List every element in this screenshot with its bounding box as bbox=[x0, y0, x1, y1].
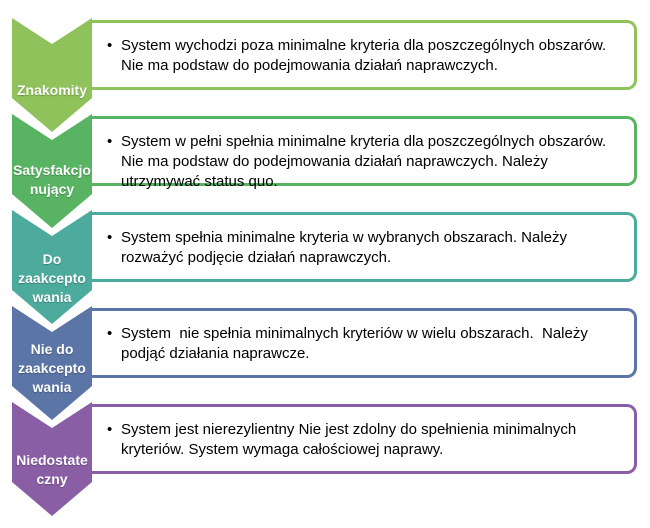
chevron-label-line: nujący bbox=[29, 181, 75, 197]
chevron-label bbox=[12, 250, 92, 307]
chevron-shape bbox=[12, 18, 92, 136]
bullet-icon: • bbox=[107, 37, 113, 54]
level-description-text: System wychodzi poza minimalne kryteria dla poszczególnych obszarów. Nie ma podstaw do podejmowania działań naprawczych. bbox=[121, 37, 607, 74]
chevron-label-line: Satysfakcjo bbox=[13, 162, 91, 178]
level-description bbox=[107, 132, 624, 192]
chevron-label-line: zaakcepto bbox=[18, 269, 86, 286]
level-description-text: System jest nierezylientny Nie jest zdolny do spełnienia minimalnych kryteriów. System wymaga całościowej naprawy. bbox=[121, 421, 577, 458]
chevron-label-line: wania bbox=[32, 378, 72, 395]
level-description bbox=[107, 36, 624, 76]
level-description-box bbox=[91, 20, 637, 90]
chevron-label-line: Niedostate bbox=[16, 452, 88, 468]
level-description bbox=[107, 420, 624, 460]
chevron-label-line: Nie do bbox=[30, 340, 74, 357]
chevron-label-line: zaakcepto bbox=[18, 359, 86, 376]
chevron-label-line: czny bbox=[36, 471, 68, 487]
chevron-label-line: Znakomity bbox=[16, 81, 87, 98]
chevron-label-line: wania bbox=[32, 288, 72, 305]
bullet-icon: • bbox=[107, 421, 113, 438]
chevron-label bbox=[12, 161, 92, 199]
chevron-label bbox=[12, 340, 92, 397]
bullet-icon: • bbox=[107, 229, 113, 246]
chevron-label bbox=[12, 451, 92, 489]
chevron-label-line: Do bbox=[42, 250, 62, 267]
chevron-label bbox=[12, 81, 92, 100]
level-description bbox=[107, 324, 624, 364]
level-description-text: System spełnia minimalne kryteria w wybranych obszarach. Należy rozważyć podjęcie działań naprawczych. bbox=[121, 229, 568, 266]
level-description bbox=[107, 228, 624, 268]
chevron-graphic bbox=[12, 18, 92, 136]
level-description-text: System nie spełnia minimalnych kryteriów w wielu obszarach. Należy podjąć działania naprawcze. bbox=[121, 325, 588, 362]
bullet-icon: • bbox=[107, 325, 113, 342]
level-row bbox=[0, 18, 650, 136]
bullet-icon: • bbox=[107, 133, 113, 150]
level-description-text: System w pełni spełnia minimalne kryteria dla poszczególnych obszarów. Nie ma podstaw do podejmowania działań naprawczych. Należy utrzymywać status quo. bbox=[121, 133, 607, 190]
chevron-fill bbox=[12, 18, 92, 132]
